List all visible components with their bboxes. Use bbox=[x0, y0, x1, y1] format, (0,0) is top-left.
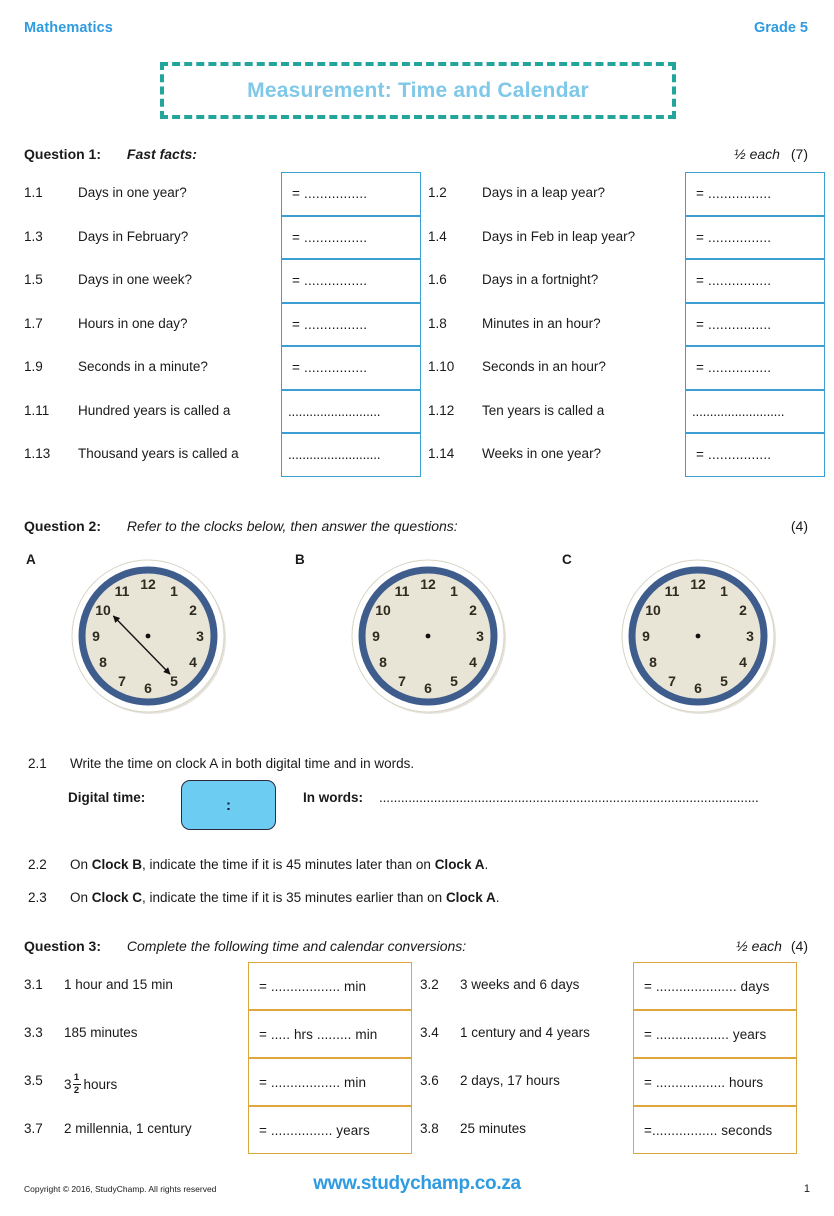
question1-item-number: 1.9 bbox=[24, 359, 43, 374]
question1-cell bbox=[428, 390, 824, 434]
svg-text:6: 6 bbox=[694, 680, 702, 696]
question1-answer-box[interactable] bbox=[281, 259, 421, 303]
svg-text:1: 1 bbox=[170, 583, 178, 599]
question3-cell bbox=[24, 1010, 412, 1058]
question3-label: Question 3: bbox=[24, 938, 102, 954]
question3-row bbox=[0, 962, 834, 1010]
svg-text:3: 3 bbox=[746, 628, 754, 644]
answer-line: .......................... bbox=[692, 403, 785, 419]
question1-heading bbox=[24, 146, 197, 162]
question3-item-number: 3.4 bbox=[420, 1025, 439, 1040]
svg-text:9: 9 bbox=[92, 628, 100, 644]
question3-row bbox=[0, 1058, 834, 1106]
question2-marks-total: (4) bbox=[790, 518, 808, 534]
svg-text:3: 3 bbox=[196, 628, 204, 644]
svg-text:5: 5 bbox=[450, 673, 458, 689]
clock-face-b[interactable] bbox=[348, 556, 508, 716]
svg-text:2: 2 bbox=[469, 602, 477, 618]
question1-item-number: 1.10 bbox=[428, 359, 455, 374]
question3-cell bbox=[24, 1058, 412, 1106]
question3-cell bbox=[420, 962, 814, 1010]
question1-item-number: 1.6 bbox=[428, 272, 447, 287]
answer-line: = ................ bbox=[292, 229, 368, 245]
question1-marks-each: ½ each bbox=[734, 146, 780, 162]
digital-time-label: Digital time: bbox=[68, 790, 146, 805]
svg-text:10: 10 bbox=[645, 602, 661, 618]
question1-item-text: Seconds in a minute? bbox=[78, 359, 208, 374]
question1-cell bbox=[428, 433, 824, 477]
question1-answer-box[interactable] bbox=[685, 303, 825, 347]
question1-description: Fast facts: bbox=[126, 146, 197, 162]
question1-marks-total: (7) bbox=[790, 146, 808, 162]
question1-item-number: 1.8 bbox=[428, 315, 447, 331]
clock-letter-c: C bbox=[562, 552, 572, 567]
question1-answer-box[interactable] bbox=[685, 390, 825, 434]
page-header bbox=[0, 20, 834, 42]
answer-line: = ................ bbox=[696, 229, 772, 245]
question3-item-text: 25 minutes bbox=[460, 1121, 527, 1136]
svg-text:12: 12 bbox=[690, 576, 706, 592]
svg-text:12: 12 bbox=[140, 576, 156, 592]
question1-item-text: Days in one week? bbox=[78, 272, 193, 287]
question1-cell bbox=[428, 303, 824, 347]
svg-text:5: 5 bbox=[720, 673, 728, 689]
svg-text:11: 11 bbox=[394, 583, 410, 599]
page-number: 1 bbox=[803, 1183, 810, 1195]
svg-text:8: 8 bbox=[99, 654, 107, 670]
digital-time-input[interactable] bbox=[181, 780, 276, 830]
question3-marks-each: ½ each bbox=[736, 938, 782, 954]
question1-item-text: Hours in one day? bbox=[78, 315, 188, 331]
question1-item-text: Ten years is called a bbox=[482, 402, 605, 418]
answer-line: = ................ bbox=[696, 360, 772, 376]
answer-line: = ................ bbox=[696, 273, 772, 289]
svg-text:2: 2 bbox=[739, 602, 747, 618]
clock-face-c[interactable] bbox=[618, 556, 778, 716]
svg-text:6: 6 bbox=[144, 680, 152, 696]
question2-label: Question 2: bbox=[24, 518, 102, 534]
question1-item-number: 1.3 bbox=[24, 228, 43, 244]
question1-answer-box[interactable] bbox=[281, 346, 421, 390]
question3-cell bbox=[420, 1106, 814, 1154]
question3-item-number: 3.5 bbox=[24, 1073, 43, 1088]
svg-text:6: 6 bbox=[424, 680, 432, 696]
question1-cell bbox=[24, 172, 421, 216]
question1-row bbox=[0, 303, 834, 347]
page-title: Measurement: Time and Calendar bbox=[247, 78, 589, 102]
question3-item-number: 3.3 bbox=[24, 1025, 43, 1040]
worksheet-title-box bbox=[160, 62, 676, 119]
question3-cell bbox=[24, 962, 412, 1010]
question1-item-number: 1.7 bbox=[24, 315, 43, 331]
question1-item-number: 1.11 bbox=[24, 402, 50, 418]
question1-item-number: 1.14 bbox=[428, 446, 455, 461]
question3-answer-box[interactable] bbox=[248, 1106, 412, 1154]
question1-cell bbox=[428, 259, 824, 303]
sub-number: 2.3 bbox=[28, 890, 47, 905]
answer-line: .......................... bbox=[288, 447, 381, 463]
question1-cell bbox=[428, 172, 824, 216]
question3-cell bbox=[420, 1010, 814, 1058]
question1-item-number: 1.4 bbox=[428, 228, 447, 244]
question3-item-text: 185 minutes bbox=[64, 1025, 138, 1040]
question1-item-text: Minutes in an hour? bbox=[482, 315, 601, 331]
question3-marks-total: (4) bbox=[790, 938, 808, 954]
sub-text: On Clock B, indicate the time if it is 45 minutes later than on Clock A. bbox=[70, 857, 489, 872]
in-words-answer-line[interactable]: ........................................................................................................ bbox=[379, 790, 759, 805]
svg-text:11: 11 bbox=[664, 583, 680, 599]
question3-answer-box[interactable] bbox=[248, 1010, 412, 1058]
question3-answer-box[interactable] bbox=[248, 1058, 412, 1106]
question3-heading bbox=[24, 938, 466, 954]
question3-answer-box[interactable] bbox=[633, 1106, 797, 1154]
svg-text:1: 1 bbox=[720, 583, 728, 599]
question3-item-text: 2 millennia, 1 century bbox=[64, 1121, 192, 1136]
question3-item-text: 1 century and 4 years bbox=[460, 1025, 590, 1040]
question1-cell bbox=[24, 346, 421, 390]
svg-text:4: 4 bbox=[189, 654, 197, 670]
svg-text:11: 11 bbox=[114, 583, 130, 599]
question3-row bbox=[0, 1010, 834, 1058]
question1-row bbox=[0, 216, 834, 260]
svg-text:10: 10 bbox=[375, 602, 391, 618]
subject-label: Mathematics bbox=[24, 20, 113, 36]
question3-description: Complete the following time and calendar conversions: bbox=[126, 938, 467, 954]
question3-item-text: 3 $\frac{1}{2}$ hours bbox=[64, 1072, 118, 1096]
svg-text:12: 12 bbox=[420, 576, 436, 592]
question1-cell bbox=[24, 390, 421, 434]
question3-cell bbox=[420, 1058, 814, 1106]
svg-text:4: 4 bbox=[739, 654, 747, 670]
question1-answer-box[interactable] bbox=[281, 303, 421, 347]
clock-letter-b: B bbox=[295, 552, 305, 567]
website-url[interactable]: www.studychamp.co.za bbox=[313, 1173, 521, 1194]
digital-time-colon: : bbox=[226, 796, 231, 814]
question3-item-number: 3.6 bbox=[420, 1073, 439, 1088]
question3-marks bbox=[736, 938, 808, 954]
question1-answer-box[interactable] bbox=[685, 346, 825, 390]
question1-answer-box[interactable] bbox=[281, 433, 421, 477]
sub-text: Write the time on clock A in both digital time and in words. bbox=[70, 756, 415, 771]
question1-answer-box[interactable] bbox=[685, 172, 825, 216]
question1-marks bbox=[734, 146, 808, 162]
svg-text:9: 9 bbox=[372, 628, 380, 644]
answer-line: = ................ bbox=[696, 316, 772, 332]
question1-row bbox=[0, 172, 834, 216]
question3-grid bbox=[0, 962, 834, 1154]
clocks-row bbox=[0, 556, 834, 736]
question3-item-text: 2 days, 17 hours bbox=[460, 1073, 560, 1088]
question1-label: Question 1: bbox=[24, 146, 102, 162]
svg-text:2: 2 bbox=[189, 602, 197, 618]
question1-item-number: 1.1 bbox=[24, 185, 43, 200]
question3-answer-box[interactable] bbox=[248, 962, 412, 1010]
answer-line: = ..................... days bbox=[644, 978, 770, 994]
in-words-label: In words: bbox=[303, 790, 363, 805]
svg-text:1: 1 bbox=[450, 583, 458, 599]
answer-line: = ................ bbox=[292, 360, 368, 376]
grade-label: Grade 5 bbox=[754, 20, 808, 36]
question1-item-text: Weeks in one year? bbox=[482, 446, 602, 461]
svg-text:7: 7 bbox=[398, 673, 406, 689]
clock-face-a[interactable] bbox=[68, 556, 228, 716]
question1-answer-box[interactable] bbox=[685, 216, 825, 260]
answer-line: = ................ bbox=[696, 447, 772, 463]
question1-item-text: Days in Feb in leap year? bbox=[482, 228, 636, 244]
answer-line: = ................ bbox=[292, 316, 368, 332]
question1-cell bbox=[428, 216, 824, 260]
clock-letter-a: A bbox=[26, 552, 36, 567]
question1-item-text: Days in a fortnight? bbox=[482, 272, 599, 287]
question1-item-text: Days in one year? bbox=[78, 185, 187, 200]
question1-cell bbox=[428, 346, 824, 390]
answer-line: = ................ bbox=[292, 273, 368, 289]
question1-item-text: Days in a leap year? bbox=[482, 185, 606, 200]
question1-row bbox=[0, 346, 834, 390]
question1-answer-box[interactable] bbox=[281, 390, 421, 434]
question3-cell bbox=[24, 1106, 412, 1154]
question1-item-text: Thousand years is called a bbox=[78, 446, 239, 461]
question1-row bbox=[0, 390, 834, 434]
svg-text:7: 7 bbox=[118, 673, 126, 689]
question2-heading bbox=[24, 518, 458, 534]
question3-item-number: 3.7 bbox=[24, 1121, 43, 1136]
svg-text:8: 8 bbox=[649, 654, 657, 670]
question1-answer-box[interactable] bbox=[685, 259, 825, 303]
question1-cell bbox=[24, 216, 421, 260]
svg-text:3: 3 bbox=[476, 628, 484, 644]
question1-item-text: Hundred years is called a bbox=[78, 402, 231, 418]
answer-line: .......................... bbox=[288, 403, 381, 419]
svg-text:10: 10 bbox=[95, 602, 111, 618]
svg-text:8: 8 bbox=[379, 654, 387, 670]
answer-line: = ................ bbox=[696, 186, 772, 202]
question3-item-text: 1 hour and 15 min bbox=[64, 977, 173, 992]
question1-item-text: Days in February? bbox=[78, 228, 189, 244]
question3-item-number: 3.8 bbox=[420, 1121, 439, 1136]
question3-item-number: 3.2 bbox=[420, 977, 439, 992]
question1-row bbox=[0, 433, 834, 477]
sub-text: On Clock C, indicate the time if it is 35 minutes earlier than on Clock A. bbox=[70, 890, 500, 905]
copyright-text: Copyright © 2016, StudyChamp. All rights reserved bbox=[24, 1184, 217, 1194]
svg-text:9: 9 bbox=[642, 628, 650, 644]
question1-answer-box[interactable] bbox=[281, 216, 421, 260]
sub-number: 2.2 bbox=[28, 857, 47, 872]
question3-answer-box[interactable] bbox=[633, 1058, 797, 1106]
question1-answer-box[interactable] bbox=[281, 172, 421, 216]
question1-item-number: 1.12 bbox=[428, 402, 455, 418]
question1-grid bbox=[0, 172, 834, 477]
question1-item-number: 1.2 bbox=[428, 185, 447, 200]
answer-line: = ................ bbox=[292, 186, 368, 202]
question3-row bbox=[0, 1106, 834, 1154]
question1-cell bbox=[24, 433, 421, 477]
question3-item-text: 3 weeks and 6 days bbox=[460, 977, 580, 992]
svg-text:4: 4 bbox=[469, 654, 477, 670]
question3-answer-box[interactable] bbox=[633, 1010, 797, 1058]
question1-cell bbox=[24, 303, 421, 347]
answer-line: = ..... hrs ......... min bbox=[259, 1026, 378, 1042]
question1-row bbox=[0, 259, 834, 303]
answer-line: = ................... years bbox=[644, 1026, 767, 1042]
answer-line: = .................. hours bbox=[644, 1074, 764, 1090]
question1-answer-box[interactable] bbox=[685, 433, 825, 477]
svg-text:7: 7 bbox=[668, 673, 676, 689]
svg-text:5: 5 bbox=[170, 673, 178, 689]
question1-cell bbox=[24, 259, 421, 303]
question1-item-number: 1.13 bbox=[24, 446, 51, 461]
question1-item-number: 1.5 bbox=[24, 272, 43, 287]
question3-item-number: 3.1 bbox=[24, 977, 43, 992]
answer-line: =................. seconds bbox=[644, 1122, 773, 1138]
question2-marks bbox=[791, 518, 808, 534]
question3-answer-box[interactable] bbox=[633, 962, 797, 1010]
sub-number: 2.1 bbox=[28, 756, 47, 771]
answer-line: = ................ years bbox=[259, 1122, 370, 1138]
question1-item-text: Seconds in an hour? bbox=[482, 359, 606, 374]
answer-line: = .................. min bbox=[259, 1074, 367, 1090]
question2-description: Refer to the clocks below, then answer the questions: bbox=[126, 518, 458, 534]
answer-line: = .................. min bbox=[259, 978, 367, 994]
